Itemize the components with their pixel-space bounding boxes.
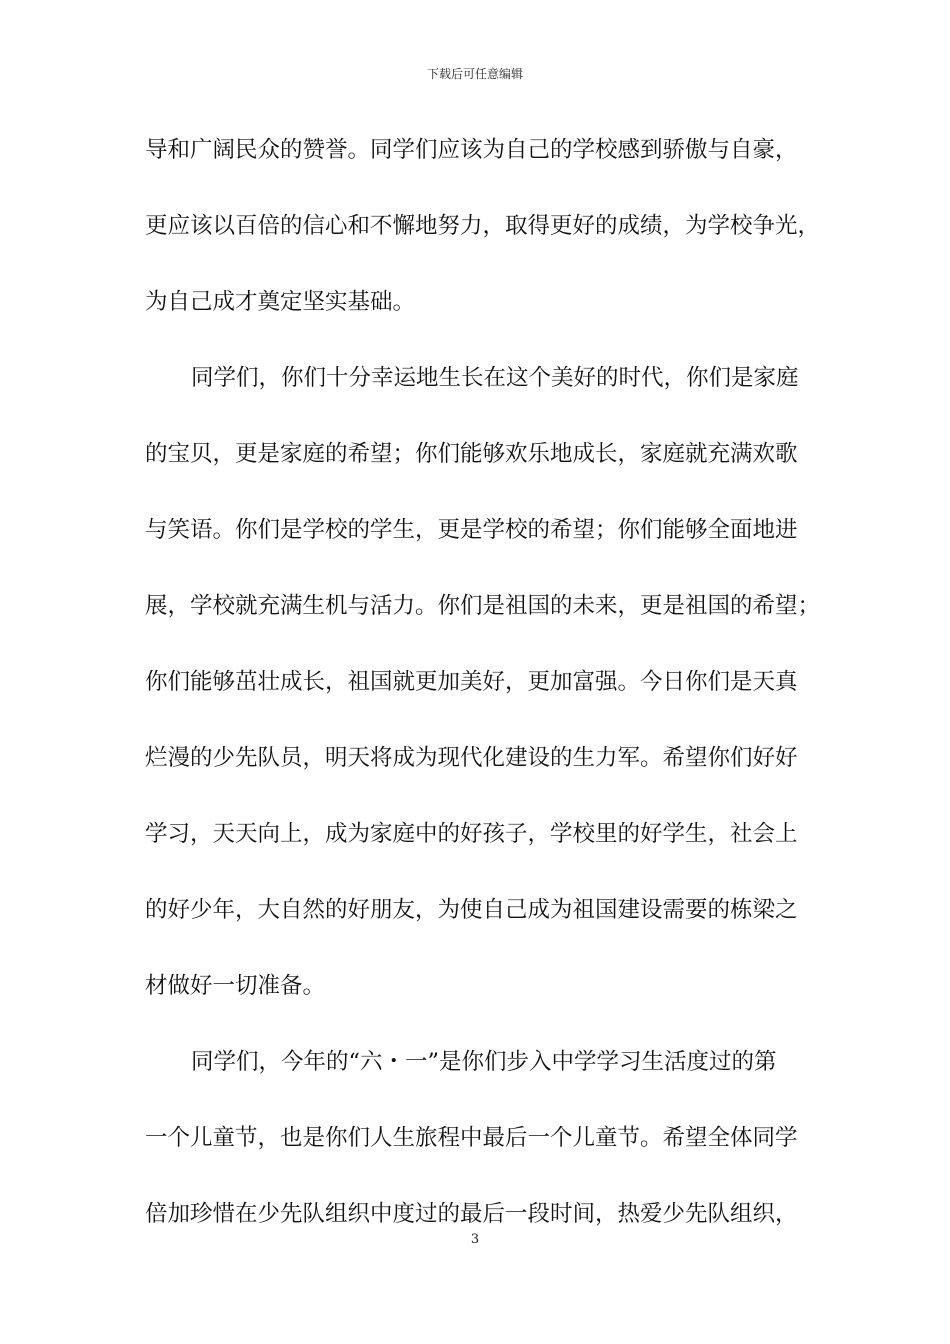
text-line: 与笑语。你们是学校的学生，更是学校的希望；你们能够全面地进 (145, 517, 798, 543)
page-number: 3 (470, 1232, 480, 1247)
text-line: 导和广阔民众的赞誉。同学们应该为自己的学校感到骄傲与自豪， (145, 137, 798, 163)
text-line: 你们能够茁壮成长，祖国就更加美好，更加富强。今日你们是天真 (145, 669, 798, 695)
paragraph-first-line: 同学们，你们十分幸运地生长在这个美好的时代，你们是家庭 (191, 365, 799, 391)
document-body (145, 128, 821, 1268)
text-line: 的好少年，大自然的好朋友，为使自己成为祖国建设需要的栋梁之 (145, 897, 798, 923)
text-line: 的宝贝，更是家庭的希望；你们能够欢乐地成长，家庭就充满欢歌 (145, 441, 798, 467)
text-line: 展，学校就充满生机与活力。你们是祖国的未来，更是祖国的希望； (145, 593, 821, 619)
text-line: 材做好一切准备。 (145, 973, 326, 999)
text-line: 一个儿童节，也是你们人生旅程中最后一个儿童节。希望全体同学 (145, 1125, 798, 1151)
text-line: 为自己成才奠定坚实基础。 (145, 289, 416, 315)
paragraph-first-line: 同学们，今年的“六・一”是你们步入中学学习生活度过的第 (191, 1049, 777, 1075)
text-line: 学习，天天向上，成为家庭中的好孩子，学校里的好学生，社会上 (145, 821, 798, 847)
text-line: 倍加珍惜在少先队组织中度过的最后一段时间，热爱少先队组织， (145, 1201, 798, 1227)
text-line: 烂漫的少先队员，明天将成为现代化建设的生力军。希望你们好好 (145, 745, 798, 771)
text-line: 更应该以百倍的信心和不懈地努力，取得更好的成绩，为学校争光， (145, 213, 821, 239)
page-header: 下载后可任意编辑 (426, 67, 523, 81)
